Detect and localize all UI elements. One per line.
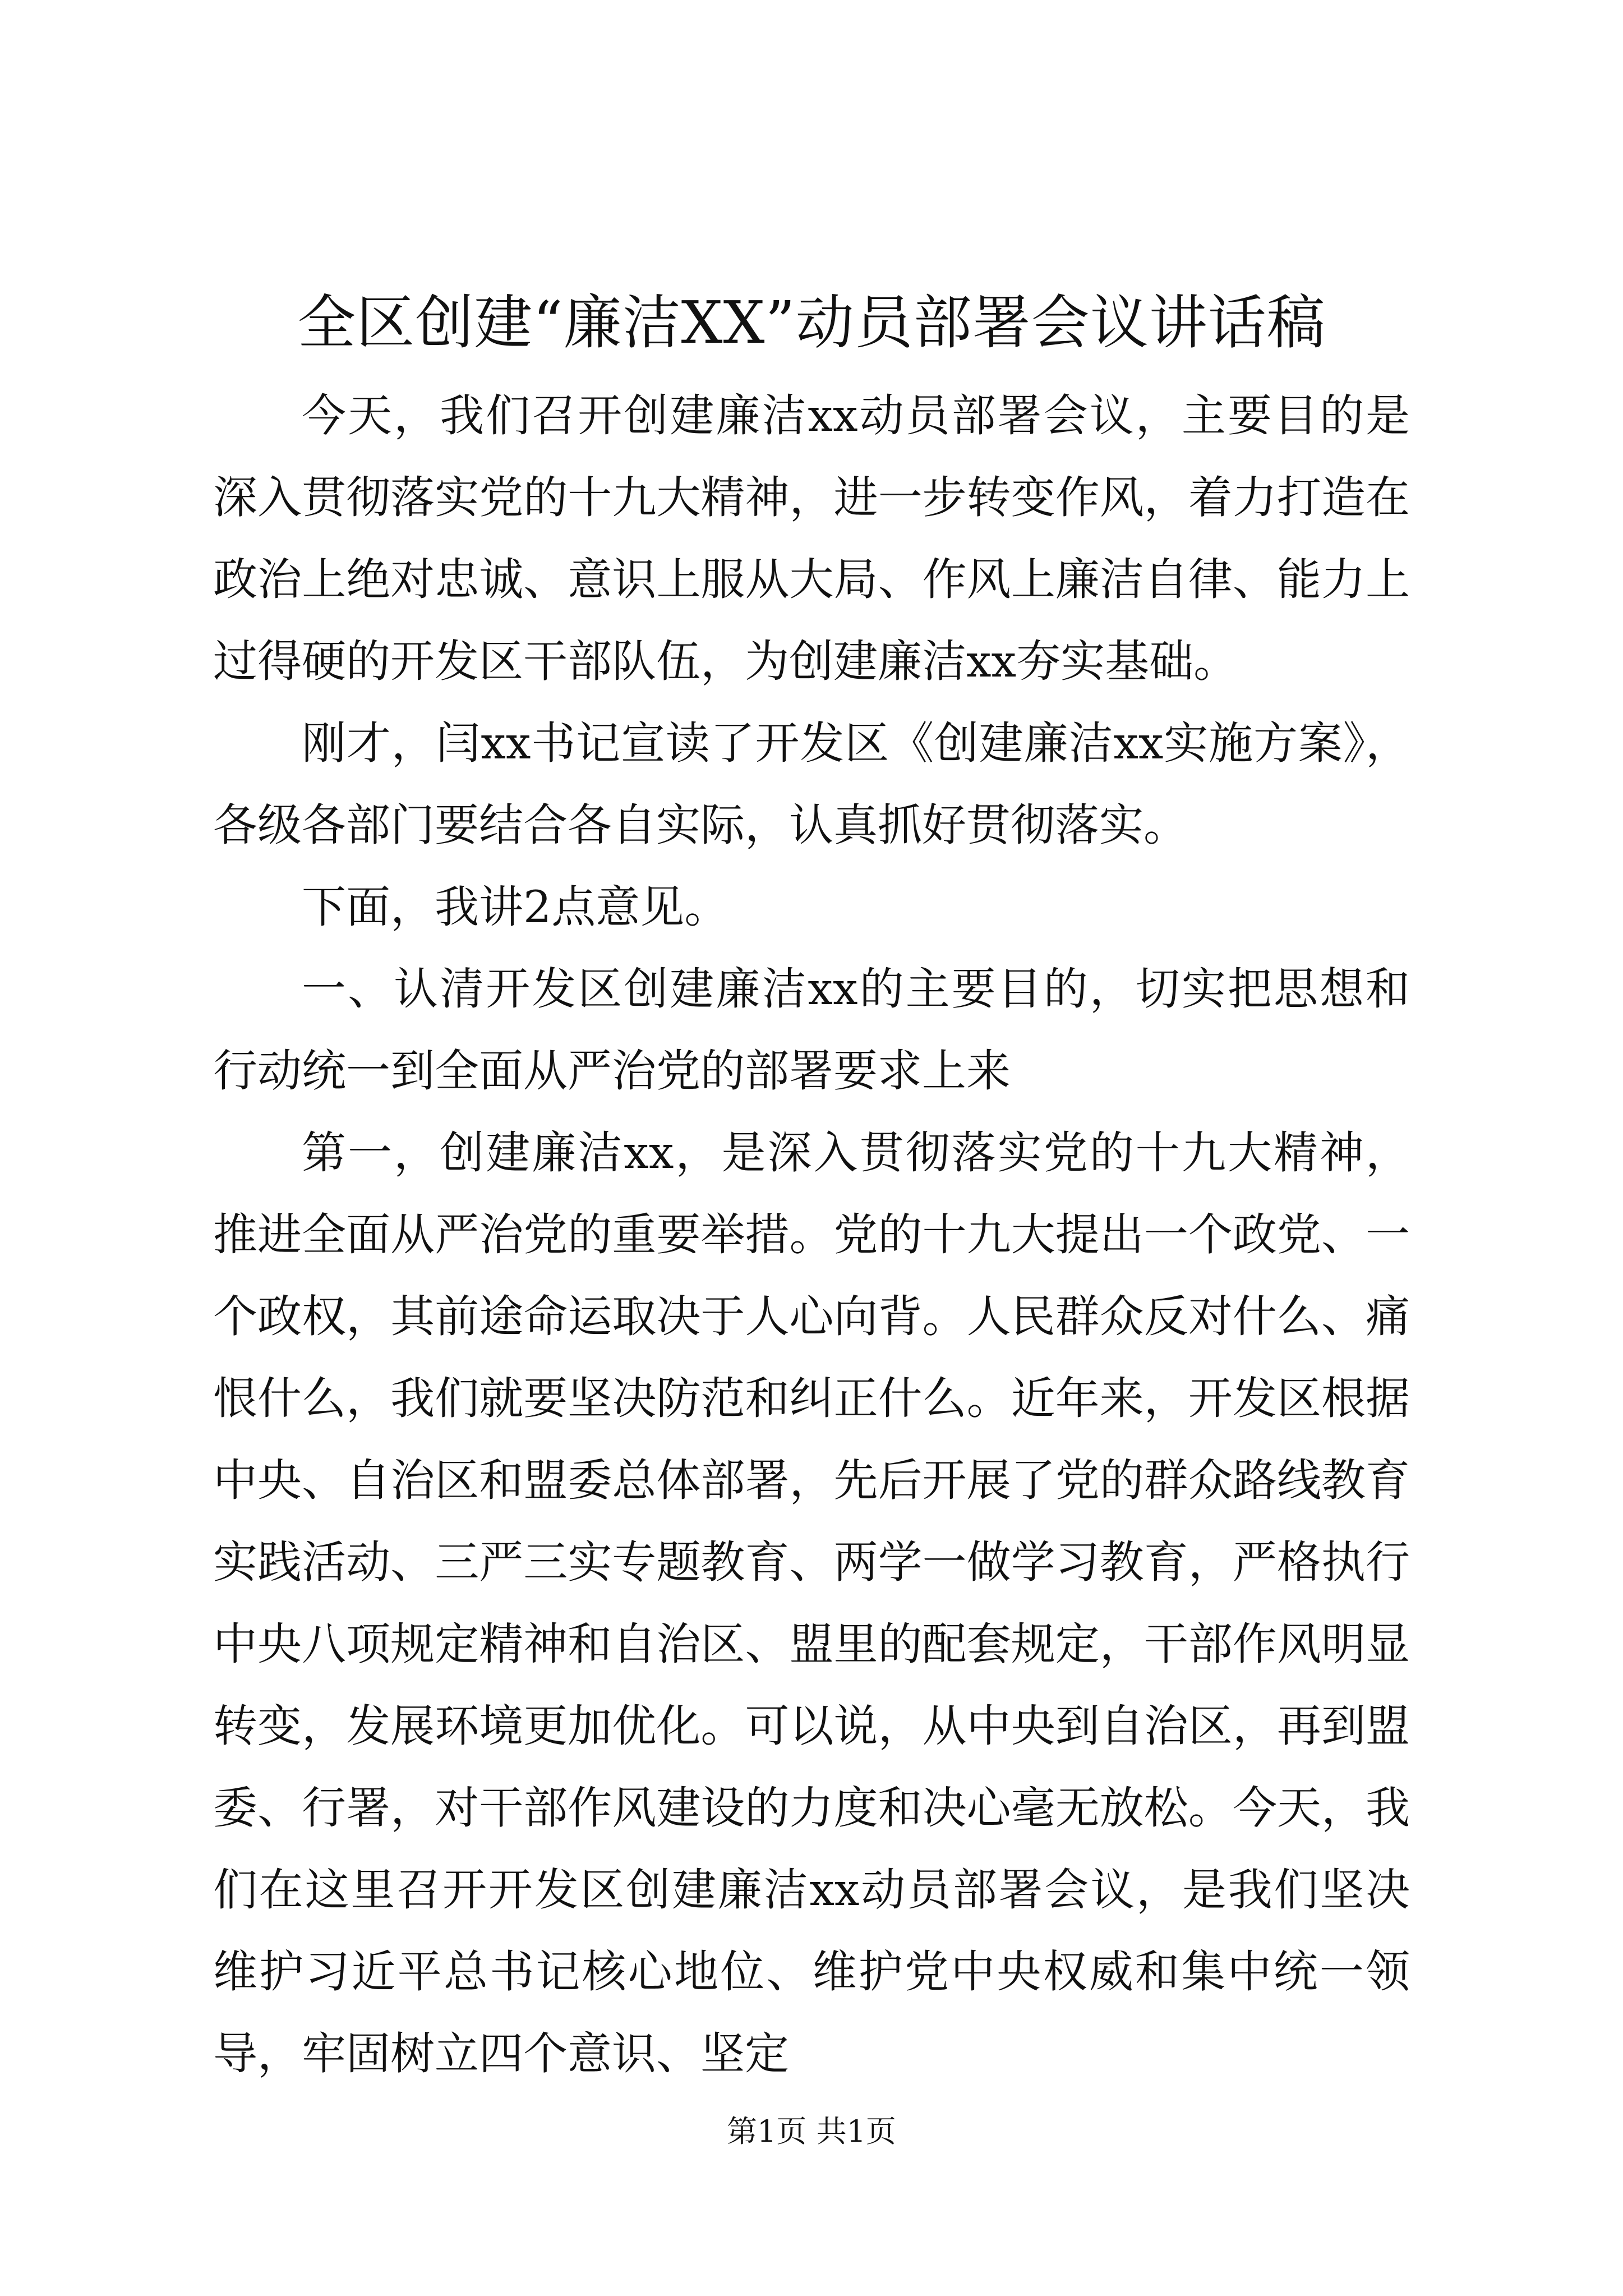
document-title: 全区创建“廉洁XX”动员部署会议讲话稿 [297,288,1326,357]
paragraph-two-points: 下面，我讲2点意见。 [302,881,729,933]
paragraph-plan-reading: 刚才，闫xx书记宣读了开发区《创建廉洁xx实施方案》，各级各部门要结合各自实际，认真抓好贯彻落实。 [213,717,1410,851]
page-footer: 第1页 共1页 [727,2114,896,2149]
section-heading-one: 一、认清开发区创建廉洁xx的主要目的，切实把思想和行动统一到全面从严治党的部署要求上来 [213,963,1410,1097]
paragraph-first-point: 第一，创建廉洁xx，是深入贯彻落实党的十九大精神，推进全面从严治党的重要举措。党的十九大提出一个政党、一个政权，其前途命运取决于人心向背。人民群众反对什么、痛恨什么，我们就要坚决防范和纠正什么。近年来，开发区根据中央、自治区和盟委总体部署，先后开展了党的群众路线教育实践活动、三严三实专题教育、两学一做学习教育，严格执行中央八项规定精神和自治区、盟里的配套规定，干部作风明显转变，发展环境更加优化。可以说，从中央到自治区，再到盟委、行署，对干部作风建设的力度和决心毫无放松。今天，我们在这里召开开发区创建廉洁xx动员部署会议，是我们坚决维护习近平总书记核心地位、维护党中央权威和集中统一领导，牢固树立四个意识、坚定 [213,1127,1410,2079]
document-body [213,375,1410,2095]
paragraph-opening: 今天，我们召开创建廉洁xx动员部署会议，主要目的是深入贯彻落实党的十九大精神，进一步转变作风，着力打造在政治上绝对忠诚、意识上服从大局、作风上廉洁自律、能力上过得硬的开发区干部队伍，为创建廉洁xx夯实基础。 [213,390,1410,687]
